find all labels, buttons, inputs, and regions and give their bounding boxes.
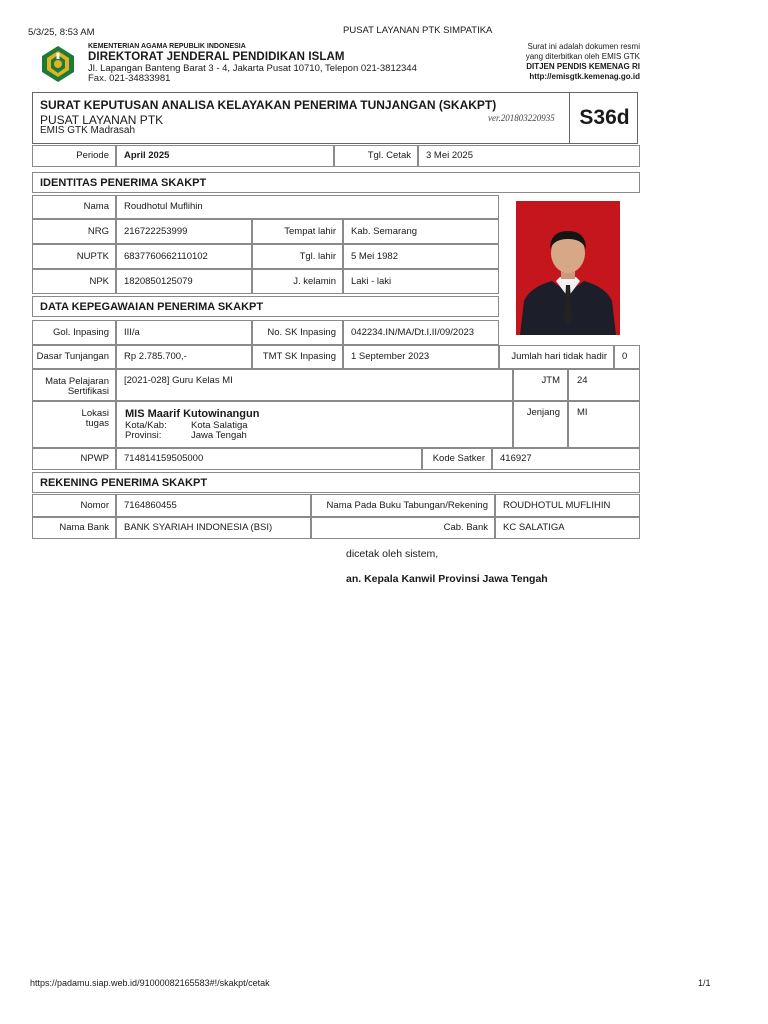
location-label-line-2: tugas <box>85 418 109 429</box>
office-fax: Fax. 021-34833981 <box>88 73 171 84</box>
school-name: MIS Maarif Kutowinangun <box>125 408 260 420</box>
jtm-value: 24 <box>568 369 640 401</box>
document-version: ver.201803220935 <box>488 113 555 123</box>
subject-value: [2021-028] Guru Kelas MI <box>116 369 513 401</box>
notice-line-4: http://emisgtk.kemenag.go.id <box>529 72 640 81</box>
signer-title: an. Kepala Kanwil Provinsi Jawa Tengah <box>346 573 548 585</box>
kemenag-emblem-icon <box>38 44 78 84</box>
bank-branch-label: Cab. Bank <box>311 517 495 539</box>
absent-days-value: 0 <box>614 345 640 369</box>
period-label: Periode <box>32 145 116 167</box>
subject-label-line-1: Mata Pelajaran <box>45 376 109 387</box>
gender-label: J. kelamin <box>252 269 343 294</box>
nuptk-value: 6837760662110102 <box>116 244 252 269</box>
name-value: Roudhotul Muflihin <box>116 195 499 219</box>
nuptk-label: NUPTK <box>32 244 116 269</box>
province-value: Jawa Tengah <box>191 430 247 441</box>
period-value: April 2025 <box>116 145 334 167</box>
document-title: SURAT KEPUTUSAN ANALISA KELAYAKAN PENERIMA TUNJANGAN (SKAKPT) <box>40 98 497 112</box>
print-timestamp: 5/3/25, 8:53 AM <box>28 27 95 38</box>
npwp-label: NPWP <box>32 448 116 470</box>
page-number: 1/1 <box>698 978 711 988</box>
birthplace-label: Tempat lahir <box>252 219 343 244</box>
notice-line-1: Surat ini adalah dokumen resmi <box>527 42 640 51</box>
name-label: Nama <box>32 195 116 219</box>
grade-label: Gol. Inpasing <box>32 320 116 345</box>
jtm-label: JTM <box>513 369 568 401</box>
bank-name-label: Nama Bank <box>32 517 116 539</box>
page-url: https://padamu.siap.web.id/91000082165583#!/skakpt/cetak <box>30 978 270 988</box>
satker-value: 416927 <box>492 448 640 470</box>
subject-label <box>32 369 116 401</box>
birthplace-value: Kab. Semarang <box>343 219 499 244</box>
level-label: Jenjang <box>513 401 568 448</box>
document-system: EMIS GTK Madrasah <box>40 125 136 136</box>
npwp-value: 714814159505000 <box>116 448 422 470</box>
grade-value: III/a <box>116 320 252 345</box>
npk-value: 1820850125079 <box>116 269 252 294</box>
base-allowance-label: Dasar Tunjangan <box>32 345 116 369</box>
print-site-title: PUSAT LAYANAN PTK SIMPATIKA <box>343 25 493 36</box>
province-label: Provinsi: <box>125 430 162 441</box>
absent-days-label: Jumlah hari tidak hadir <box>499 345 614 369</box>
bank-section-title: REKENING PENERIMA SKAKPT <box>32 472 640 493</box>
tmt-value: 1 September 2023 <box>343 345 499 369</box>
directorate-name: DIREKTORAT JENDERAL PENDIDIKAN ISLAM <box>88 51 345 63</box>
bank-name-value: BANK SYARIAH INDONESIA (BSI) <box>116 517 311 539</box>
bank-branch-value: KC SALATIGA <box>495 517 640 539</box>
document-subtitle: PUSAT LAYANAN PTK <box>40 113 164 127</box>
printed-by-system: dicetak oleh sistem, <box>346 548 439 560</box>
recipient-photo <box>516 201 620 335</box>
sk-number-label: No. SK Inpasing <box>252 320 343 345</box>
ministry-name: KEMENTERIAN AGAMA REPUBLIK INDONESIA <box>88 43 246 50</box>
account-holder-value: ROUDHOTUL MUFLIHIN <box>495 494 640 517</box>
satker-label: Kode Satker <box>422 448 492 470</box>
location-label <box>32 401 116 448</box>
office-address: Jl. Lapangan Banteng Barat 3 - 4, Jakarta Pusat 10710, Telepon 021-3812344 <box>88 63 417 74</box>
nrg-label: NRG <box>32 219 116 244</box>
location-label-line-1: Lokasi <box>81 408 109 419</box>
birthdate-value: 5 Mei 1982 <box>343 244 499 269</box>
level-value: MI <box>568 401 640 448</box>
gender-value: Laki - laki <box>343 269 499 294</box>
npk-label: NPK <box>32 269 116 294</box>
official-notice <box>480 42 640 82</box>
employment-section-title: DATA KEPEGAWAIAN PENERIMA SKAKPT <box>32 296 499 317</box>
sk-number-value: 042234.IN/MA/Dt.I.II/09/2023 <box>343 320 499 345</box>
city-value: Kota Salatiga <box>191 420 248 431</box>
print-date-value: 3 Mei 2025 <box>418 145 640 167</box>
nrg-value: 216722253999 <box>116 219 252 244</box>
city-label: Kota/Kab: <box>125 420 167 431</box>
birthdate-label: Tgl. lahir <box>252 244 343 269</box>
account-holder-label: Nama Pada Buku Tabungan/Rekening <box>311 494 495 517</box>
document-title-box <box>32 92 638 144</box>
location-value <box>116 401 513 448</box>
notice-line-2: yang diterbitkan oleh EMIS GTK <box>525 52 640 61</box>
notice-line-3: DITJEN PENDIS KEMENAG RI <box>526 62 640 71</box>
document-code: S36d <box>569 93 639 143</box>
account-number-label: Nomor <box>32 494 116 517</box>
base-allowance-value: Rp 2.785.700,- <box>116 345 252 369</box>
account-number-value: 7164860455 <box>116 494 311 517</box>
tmt-label: TMT SK Inpasing <box>252 345 343 369</box>
subject-label-line-2: Sertifikasi <box>67 386 109 397</box>
identity-section-title: IDENTITAS PENERIMA SKAKPT <box>32 172 640 193</box>
print-date-label: Tgl. Cetak <box>334 145 418 167</box>
